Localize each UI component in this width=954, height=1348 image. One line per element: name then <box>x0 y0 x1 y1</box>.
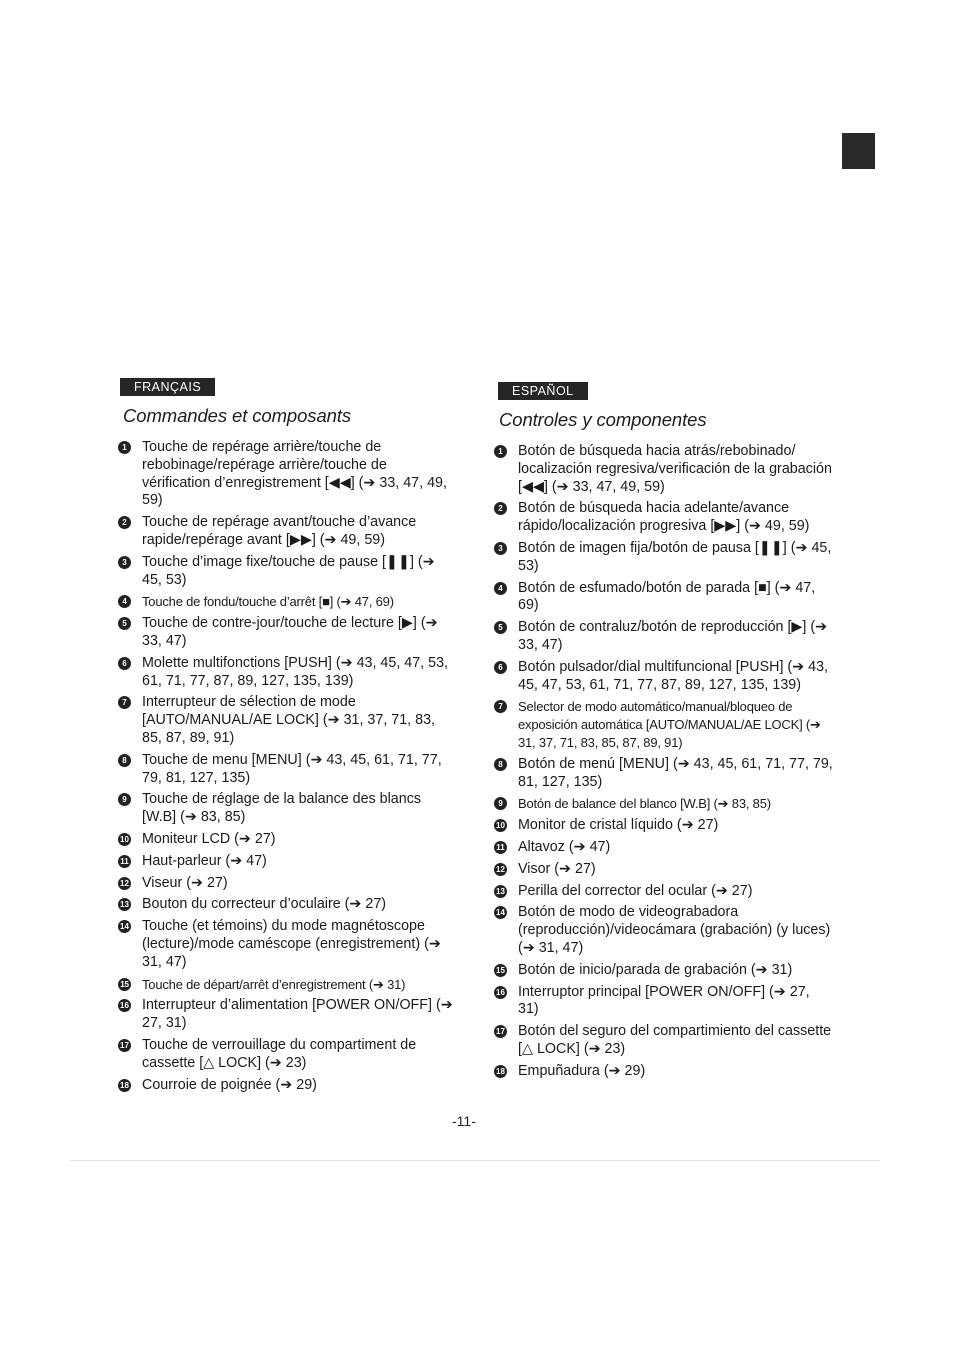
list-item <box>118 694 458 747</box>
item-text: Touche de départ/arrêt d’enregistrement (➔ 31) <box>142 976 406 992</box>
list-item <box>494 659 834 695</box>
list-item <box>118 514 458 550</box>
number-badge: 4 <box>494 582 507 595</box>
item-text: Touche de verrouillage du compartiment de cassette [△ LOCK] (➔ 23) <box>142 1036 417 1071</box>
language-label-french: FRANÇAIS <box>120 378 215 396</box>
number-badge: 10 <box>494 819 507 832</box>
list-item <box>118 976 458 994</box>
component-list-spanish <box>494 443 834 1081</box>
number-badge: 12 <box>494 863 507 876</box>
item-text: Botón de inicio/parada de grabación (➔ 31) <box>518 961 793 978</box>
footer-rule <box>70 1160 880 1161</box>
page-edge-tab-marker <box>842 133 875 169</box>
item-text: Courroie de poignée (➔ 29) <box>142 1076 317 1093</box>
item-text: Touche de repérage avant/touche d’avance rapide/repérage avant [▶▶] (➔ 49, 59) <box>142 514 417 548</box>
item-text: Haut-parleur (➔ 47) <box>142 852 267 869</box>
number-badge: 1 <box>118 441 131 454</box>
list-item <box>118 655 458 691</box>
list-item <box>118 439 458 510</box>
number-badge: 8 <box>118 754 131 767</box>
number-badge: 18 <box>494 1065 507 1078</box>
item-text: Altavoz (➔ 47) <box>518 838 611 855</box>
number-badge: 17 <box>494 1025 507 1038</box>
list-item <box>118 997 458 1033</box>
item-text: Interrupteur d’alimentation [POWER ON/OFF] (➔ 27, 31) <box>142 997 453 1032</box>
number-badge: 4 <box>118 595 131 608</box>
number-badge: 16 <box>118 999 131 1012</box>
number-badge: 5 <box>494 621 507 634</box>
list-item <box>118 853 458 871</box>
list-item <box>118 1077 458 1095</box>
list-item <box>494 540 834 576</box>
list-item <box>494 500 834 536</box>
spanish-column <box>494 382 834 1085</box>
list-item <box>118 918 458 971</box>
section-title-spanish: Controles y componentes <box>499 409 707 430</box>
item-text: Botón de esfumado/botón de parada [■] (➔ 47, 69) <box>518 579 816 614</box>
list-item <box>118 593 458 611</box>
number-badge: 14 <box>494 906 507 919</box>
french-column <box>118 378 458 1098</box>
list-item <box>494 904 834 957</box>
list-item <box>118 752 458 788</box>
number-badge: 13 <box>494 885 507 898</box>
number-badge: 9 <box>494 797 507 810</box>
list-item <box>118 554 458 590</box>
page-number: -11- <box>452 1113 476 1129</box>
list-item <box>118 791 458 827</box>
item-text: Botón pulsador/dial multifuncional [PUSH] (➔ 43, 45, 47, 53, 61, 71, 77, 87, 89, 127, 135, 139) <box>518 658 828 693</box>
list-item <box>118 1037 458 1073</box>
item-text: Botón de búsqueda hacia adelante/avance rápido/localización progresiva [▶▶] (➔ 49, 59) <box>518 500 810 535</box>
item-text: Perilla del corrector del ocular (➔ 27) <box>518 882 753 899</box>
number-badge: 16 <box>494 986 507 999</box>
list-item <box>118 615 458 651</box>
number-badge: 15 <box>494 964 507 977</box>
number-badge: 2 <box>494 502 507 515</box>
item-text: Botón de balance del blanco [W.B] (➔ 83, 85) <box>518 796 771 812</box>
component-list-french <box>118 439 458 1094</box>
list-item <box>494 795 834 813</box>
item-text: Botón de contraluz/botón de reproducción [▶] (➔ 33, 47) <box>518 619 828 653</box>
number-badge: 8 <box>494 758 507 771</box>
number-badge: 17 <box>118 1039 131 1052</box>
number-badge: 10 <box>118 833 131 846</box>
number-badge: 5 <box>118 617 131 630</box>
list-item <box>494 839 834 857</box>
item-text: Touche d’image fixe/touche de pause [❚❚] (➔ 45, 53) <box>142 553 435 588</box>
item-text: Bouton du correcteur d’oculaire (➔ 27) <box>142 896 387 913</box>
item-text: Touche de contre-jour/touche de lecture [▶] (➔ 33, 47) <box>142 615 438 649</box>
item-text: Monitor de cristal líquido (➔ 27) <box>518 817 719 834</box>
item-text: Touche (et témoins) du mode magnétoscope (lecture)/mode caméscope (enregistrement) (➔ 31, 47) <box>142 918 441 970</box>
item-text: Molette multifonctions [PUSH] (➔ 43, 45, 47, 53, 61, 71, 77, 87, 89, 127, 135, 139) <box>142 654 449 689</box>
list-item <box>494 984 834 1020</box>
list-item <box>494 443 834 496</box>
number-badge: 13 <box>118 898 131 911</box>
language-label-spanish: ESPAÑOL <box>498 382 588 400</box>
number-badge: 12 <box>118 877 131 890</box>
list-item <box>494 1023 834 1059</box>
item-text: Touche de fondu/touche d’arrêt [■] (➔ 47, 69) <box>142 594 394 610</box>
item-text: Botón de modo de videograbadora (reproducción)/videocámara (grabación) (y luces) (➔ 31, 47) <box>518 904 831 956</box>
number-badge: 14 <box>118 920 131 933</box>
item-text: Visor (➔ 27) <box>518 860 596 877</box>
list-item <box>118 896 458 914</box>
item-text: Botón de imagen fija/botón de pausa [❚❚] (➔ 45, 53) <box>518 539 832 574</box>
number-badge: 2 <box>118 516 131 529</box>
item-text: Empuñadura (➔ 29) <box>518 1062 646 1079</box>
list-item <box>494 883 834 901</box>
list-item <box>494 619 834 655</box>
list-item <box>494 1063 834 1081</box>
list-item <box>494 580 834 616</box>
number-badge: 18 <box>118 1079 131 1092</box>
item-text: Selector de modo automático/manual/bloqueo de exposición automática [AUTO/MANUAL/AE LOCK] (➔ 31, 37, 71, 83, 85, 87, 89, 91) <box>518 699 821 750</box>
number-badge: 3 <box>494 542 507 555</box>
list-item <box>494 962 834 980</box>
list-item <box>118 831 458 849</box>
number-badge: 11 <box>118 855 131 868</box>
item-text: Touche de repérage arrière/touche de rebobinage/repérage arrière/touche de vérification d’enregistrement [◀◀] (➔ 33, 47, 49, 59) <box>142 439 447 509</box>
list-item <box>494 756 834 792</box>
item-text: Botón de búsqueda hacia atrás/rebobinado/ localización regresiva/verificación de la grabación [◀◀] (➔ 33, 47, 49, 59) <box>518 443 832 495</box>
item-text: Moniteur LCD (➔ 27) <box>142 830 276 847</box>
item-text: Viseur (➔ 27) <box>142 874 228 891</box>
item-text: Touche de menu [MENU] (➔ 43, 45, 61, 71, 77, 79, 81, 127, 135) <box>142 751 442 786</box>
list-item <box>118 875 458 893</box>
item-text: Botón del seguro del compartimiento del cassette [△ LOCK] (➔ 23) <box>518 1023 832 1057</box>
list-item <box>494 698 834 751</box>
section-title-french: Commandes et composants <box>123 405 352 426</box>
item-text: Interruptor principal [POWER ON/OFF] (➔ 27, 31) <box>518 983 810 1018</box>
number-badge: 7 <box>494 700 507 713</box>
item-text: Interrupteur de sélection de mode [AUTO/MANUAL/AE LOCK] (➔ 31, 37, 71, 83, 85, 87, 89, 91) <box>142 694 436 746</box>
number-badge: 6 <box>494 661 507 674</box>
number-badge: 6 <box>118 657 131 670</box>
item-text: Touche de réglage de la balance des blancs [W.B] (➔ 83, 85) <box>142 791 421 826</box>
list-item <box>494 817 834 835</box>
item-text: Botón de menú [MENU] (➔ 43, 45, 61, 71, 77, 79, 81, 127, 135) <box>518 755 833 790</box>
number-badge: 7 <box>118 696 131 709</box>
list-item <box>494 861 834 879</box>
number-badge: 11 <box>494 841 507 854</box>
number-badge: 9 <box>118 793 131 806</box>
number-badge: 1 <box>494 445 507 458</box>
number-badge: 3 <box>118 556 131 569</box>
number-badge: 15 <box>118 978 131 991</box>
